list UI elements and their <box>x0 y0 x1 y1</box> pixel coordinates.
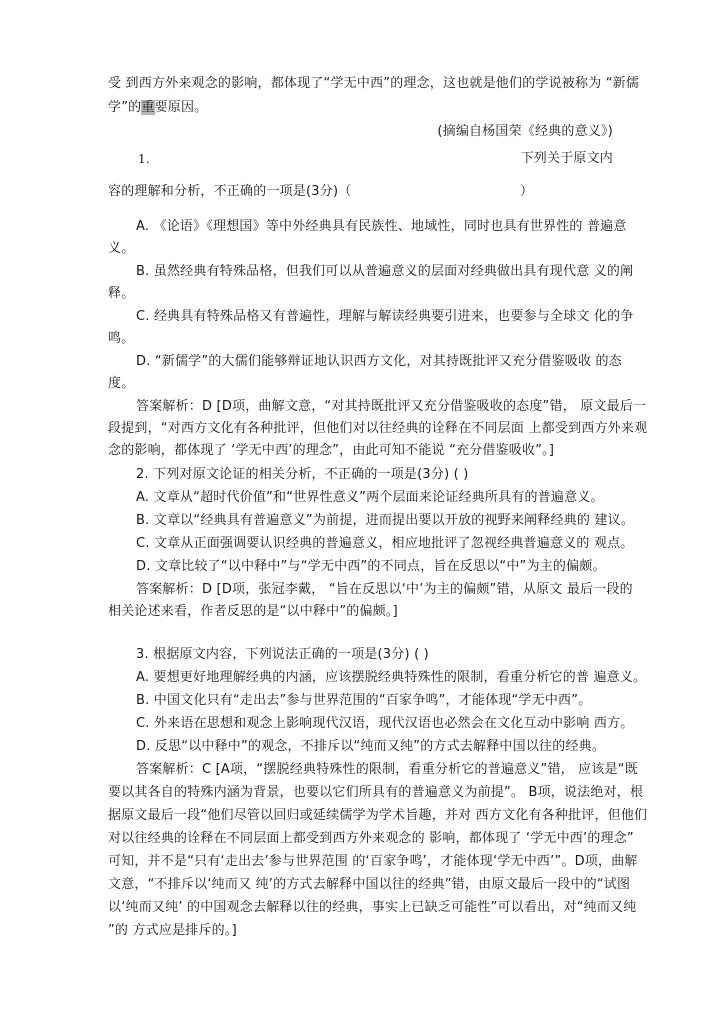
answer-explanation: 对以往经典的诠释在不同层面上都受到西方外来观念的 影响，都体现了 ‘学无中西’的理念” <box>108 831 634 846</box>
answer-explanation: 可知，并不是“只有‘走出去’参与世界范围 的‘百家争鸣’，才能体现‘学无中西’”。D项，曲解 <box>108 854 638 869</box>
option-c: 鸣。 <box>108 331 135 346</box>
option-b: B. 中国文化只有“走出去”参与世界范围的“百家争鸣”，才能体现“学无中西”。 <box>136 693 592 708</box>
option-d: D. 文章比较了“以中释中”与“学无中西”的不同点，旨在反思以“中”为主的偏颇。 <box>136 559 606 574</box>
question-stem: 容的理解和分析，不正确的一项是(3分)（ <box>108 184 352 199</box>
question-stem: 2. 下列对原文论证的相关分析，不正确的一项是(3分) ( ) <box>136 467 469 482</box>
passage-text: 学”的 <box>108 100 142 115</box>
passage-line <box>108 100 207 116</box>
option-c: C. 经典具有特殊品格又有普遍性，理解与解读经典要引进来，也要参与全球文 化的争 <box>136 309 634 324</box>
answer-explanation: 段提到，“对西方文化有各种批评，但他们对以往经典的诠释在不同层面 上都受到西方外来观 <box>108 421 648 436</box>
answer-paren: ） <box>520 184 534 199</box>
selected-text-highlight[interactable]: 重 <box>141 100 155 115</box>
answer-explanation: 相关论述来看，作者反思的是“以中释中”的偏颇。] <box>108 604 398 619</box>
question-number: 1. <box>138 152 150 166</box>
option-d: D. “新儒学”的大儒们能够辩证地认识西方文化，对其持既批评又充分借鉴吸收 的态 <box>136 354 622 369</box>
option-a: A. 《论语》《理想国》等中外经典具有民族性、地域性，同时也具有世界性的 普遍意 <box>136 219 627 234</box>
answer-explanation: 以‘纯而又纯’ 的中国观念去解释以往的经典，事实上已缺乏可能性”可以看出，对“纯而又纯 <box>108 900 637 915</box>
option-a: 义。 <box>108 241 135 256</box>
option-a: A. 文章从“超时代价值”和“世界性意义”两个层面来论证经典所具有的普遍意义。 <box>136 490 604 505</box>
answer-explanation: 答案解析：D [D项，张冠李戴， “旨在反思以‘中’为主的偏颇”错，从原文 最后一段的 <box>136 582 633 597</box>
answer-explanation: 文意，“不排斥以‘纯而又 纯’的方式去解释中国以往的经典”错，由原文最后一段中的“试图 <box>108 877 631 892</box>
question-stem: 3. 根据原文内容，下列说法正确的一项是(3分) ( ) <box>136 647 429 662</box>
answer-explanation: 要以其各自的特殊内涵为背景，也要以它们所具有的普遍意义为前提”。 B项，说法绝对，根 <box>108 785 644 800</box>
option-a: A. 要想更好地理解经典的内涵，应该摆脱经典特殊性的限制，看重分析它的普 遍意义。 <box>136 670 647 685</box>
option-d: D. 反思“以中释中”的观念，不排斥以“纯而又纯”的方式去解释中国以往的经典。 <box>136 739 606 754</box>
option-b: B. 虽然经典有特殊品格，但我们可以从普遍意义的层面对经典做出具有现代意 义的阐 <box>136 264 634 279</box>
option-c: C. 外来语在思想和观念上影响现代汉语，现代汉语也必然会在文化互动中影响 西方。 <box>136 716 634 731</box>
option-d: 度。 <box>108 376 135 391</box>
question-stem: 下列关于原文内 <box>520 151 613 166</box>
answer-explanation: 答案解析：D [D项，曲解文意，“对其持既批评又充分借鉴吸收的态度”错， 原文最后一 <box>136 399 647 414</box>
answer-explanation: ”的 方式应是排斥的。] <box>108 923 237 938</box>
answer-explanation: 答案解析：C [A项，“摆脱经典特殊性的限制，看重分析它的普遍意义”错， 应该是“既 <box>136 762 638 777</box>
answer-explanation: 念的影响，都体现了 ‘学无中西’的理念”，由此可知不能说 “充分借鉴吸收”。] <box>108 443 555 458</box>
source-citation: (摘编自杨国荣《经典的意义》) <box>437 124 613 139</box>
passage-text: 要原因。 <box>154 100 208 115</box>
passage-line: 受 到西方外来观念的影响，都体现了“学无中西”的理念，这也就是他们的学说被称为 “新儒 <box>108 76 640 91</box>
option-b: 释。 <box>108 286 135 301</box>
option-c: C. 文章从正面强调要认识经典的普遍意义，相应地批评了忽视经典普遍意义的 观点。 <box>136 536 634 551</box>
option-b: B. 文章以“经典具有普遍意义”为前提，进而提出要以开放的视野来阐释经典的 建议。 <box>136 513 634 528</box>
answer-explanation: 据原文最后一段“他们尽管以回归或延续儒学为学术旨趣，并对 西方文化有各种批评，但他们 <box>108 808 648 823</box>
